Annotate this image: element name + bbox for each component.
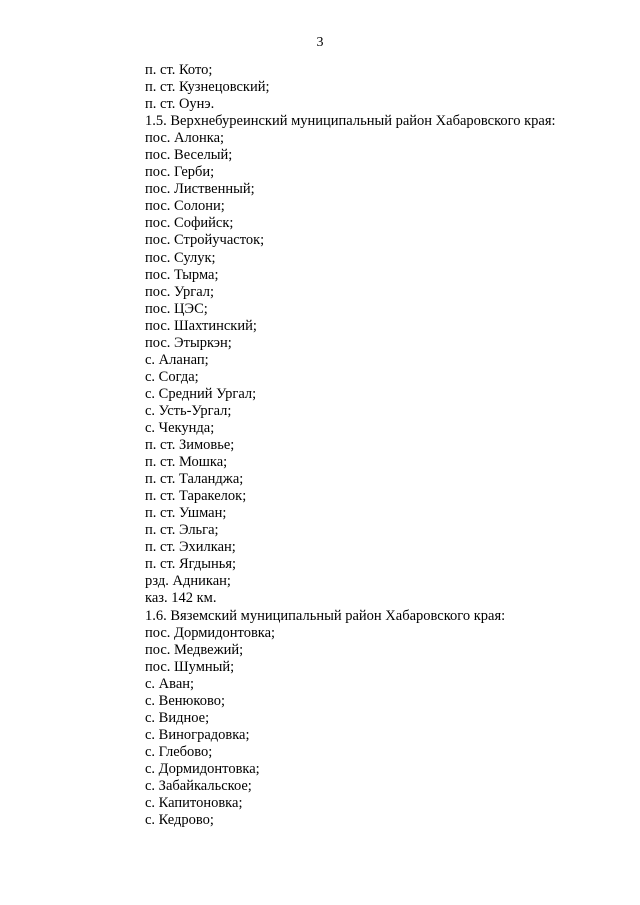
list-line: п. ст. Таракелок; — [145, 488, 247, 505]
list-line: с. Забайкальское; — [145, 777, 252, 794]
list-line: каз. 142 км. — [145, 590, 217, 607]
list-line: п. ст. Эльга; — [145, 522, 219, 539]
list-line: с. Глебово; — [145, 743, 213, 760]
list-line: с. Виноградовка; — [145, 726, 250, 743]
list-line: п. ст. Ягдынья; — [145, 556, 237, 573]
list-line: пос. Шахтинский; — [145, 317, 257, 334]
list-line: пос. Ургал; — [145, 283, 215, 300]
list-line: пос. Лиственный; — [145, 181, 255, 198]
list-line: пос. Стройучасток; — [145, 232, 265, 249]
list-line: с. Венюково; — [145, 692, 225, 709]
list-line: пос. Солони; — [145, 198, 225, 215]
list-line: пос. Веселый; — [145, 147, 233, 164]
section-heading-1-6: 1.6. Вяземский муниципальный район Хабаровского края: — [145, 607, 506, 624]
list-line: с. Согда; — [145, 368, 199, 385]
list-line: пос. Тырма; — [145, 266, 219, 283]
list-line: п. ст. Мошка; — [145, 454, 228, 471]
list-line: с. Кедрово; — [145, 812, 214, 829]
section-heading-1-5: 1.5. Верхнебуреинский муниципальный район Хабаровского края: — [145, 113, 556, 130]
list-line: пос. Софийск; — [145, 215, 234, 232]
list-line: с. Аланап; — [145, 351, 209, 368]
list-line: п. ст. Кузнецовский; — [145, 79, 270, 96]
list-line: с. Усть-Ургал; — [145, 402, 232, 419]
list-line: с. Дормидонтовка; — [145, 760, 260, 777]
list-line: с. Аван; — [145, 675, 195, 692]
list-line: п. ст. Оунэ. — [145, 96, 215, 113]
list-line: п. ст. Таланджа; — [145, 471, 244, 488]
list-line: пос. Дормидонтовка; — [145, 624, 276, 641]
list-line: пос. Сулук; — [145, 249, 216, 266]
list-line: пос. ЦЭС; — [145, 300, 208, 317]
list-line: пос. Алонка; — [145, 130, 225, 147]
list-line: пос. Герби; — [145, 164, 215, 181]
list-line: пос. Этыркэн; — [145, 334, 232, 351]
list-line: с. Средний Ургал; — [145, 385, 257, 402]
list-line: п. ст. Зимовье; — [145, 437, 235, 454]
list-line: с. Капитоновка; — [145, 795, 243, 812]
settlement-list — [145, 62, 615, 829]
list-line: пос. Медвежий; — [145, 641, 244, 658]
list-line: с. Чекунда; — [145, 419, 215, 436]
list-line: с. Видное; — [145, 709, 210, 726]
list-line: п. ст. Ушман; — [145, 505, 227, 522]
list-line: п. ст. Эхилкан; — [145, 539, 236, 556]
page-number: 3 — [316, 35, 324, 50]
list-line: п. ст. Кото; — [145, 62, 213, 78]
list-line: рзд. Адникан; — [145, 573, 231, 590]
list-line: пос. Шумный; — [145, 658, 235, 675]
